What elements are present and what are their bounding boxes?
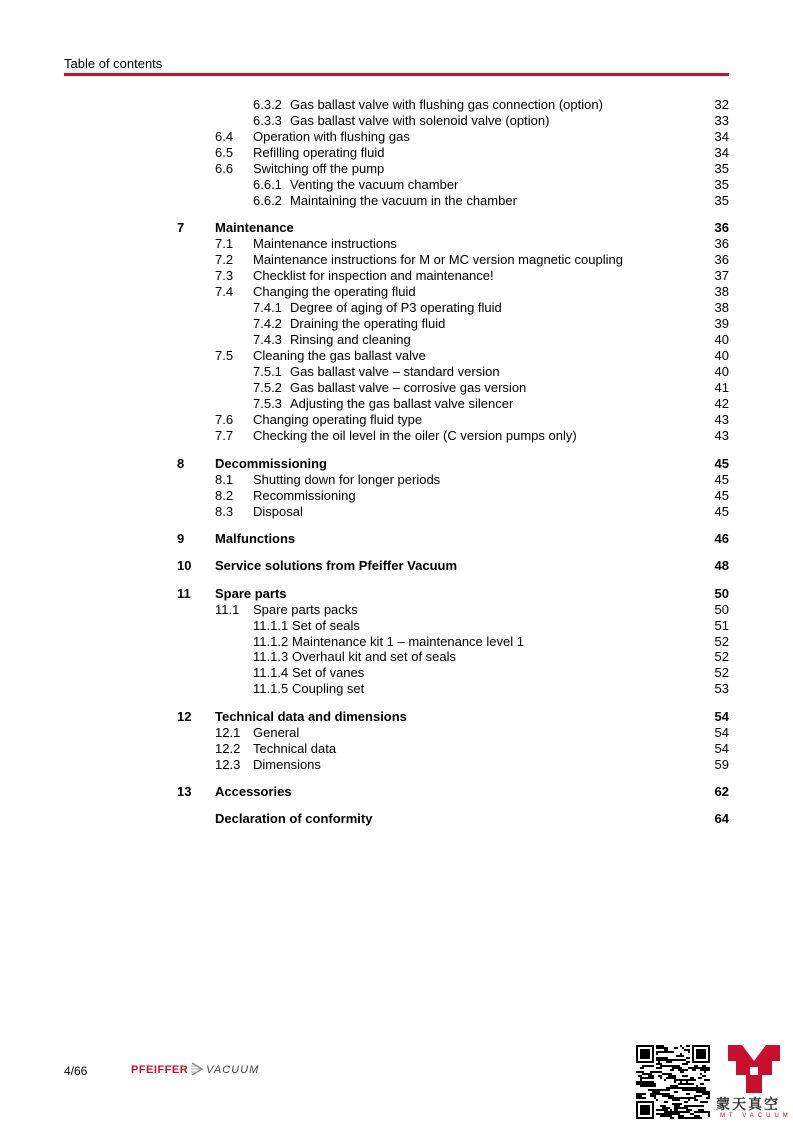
toc-page: 45 [714,488,729,503]
toc-page: 45 [714,504,729,519]
toc-page: 43 [714,428,729,443]
toc-page: 62 [714,784,729,799]
toc-number: 12.2 [215,741,241,756]
toc-page: 40 [714,332,729,347]
toc-entry [0,784,793,800]
toc-title: Gas ballast valve with flushing gas connection (option) [290,97,603,112]
toc-page: 38 [714,284,729,299]
toc-title: Operation with flushing gas [253,129,410,144]
pfeiffer-logo [131,1060,259,1080]
toc-page: 35 [714,193,729,208]
toc-title: Set of vanes [292,665,365,680]
toc-number: 7.1 [215,236,234,251]
toc-entry [0,364,793,380]
toc-page: 41 [714,380,729,395]
toc-entry [0,531,793,547]
page-header-title: Table of contents [64,56,163,71]
toc-title: Maintenance [215,220,294,235]
toc-number: 12 [177,709,192,724]
toc-page: 54 [714,741,729,756]
toc-page: 52 [714,665,729,680]
toc-entry [0,129,793,145]
toc-number: 7.2 [215,252,234,267]
toc-entry [0,472,793,488]
mt-chinese-name: 蒙天真空 [716,1096,780,1112]
toc-number: 7.5.3 [253,396,282,411]
toc-entry [0,380,793,396]
toc-title: Dimensions [253,757,321,772]
toc-entry [0,649,793,665]
toc-title: Accessories [215,784,292,799]
toc-number: 11.1 [215,602,240,617]
toc-number: 6.3.2 [253,97,282,112]
toc-number: 8.2 [215,488,234,503]
toc-page: 35 [714,161,729,176]
toc-entry [0,602,793,618]
toc-page: 39 [714,316,729,331]
toc-number: 12.1 [215,725,241,740]
toc-number: 8.1 [215,472,234,487]
toc-entry [0,348,793,364]
toc-number: 6.5 [215,145,234,160]
toc-number: 7 [177,220,185,235]
toc-entry [0,488,793,504]
toc-page: 54 [714,725,729,740]
toc-title: Gas ballast valve – corrosive gas version [290,380,527,395]
toc-number: 11.1.2 [253,634,289,649]
toc-page: 36 [714,236,729,251]
toc-entry [0,504,793,520]
toc-number: 6.6.1 [253,177,282,192]
toc-page: 59 [714,757,729,772]
toc-entry [0,725,793,741]
toc-page: 51 [714,618,729,633]
toc-title: Changing the operating fluid [253,284,416,299]
toc-title: Venting the vacuum chamber [290,177,459,192]
toc-page: 36 [714,220,729,235]
toc-number: 8.3 [215,504,234,519]
toc-entry [0,145,793,161]
toc-entry [0,236,793,252]
toc-entry [0,193,793,209]
toc-title: Draining the operating fluid [290,316,446,331]
toc-title: Adjusting the gas ballast valve silencer [290,396,514,411]
toc-number: 9 [177,531,185,546]
toc-title: Degree of aging of P3 operating fluid [290,300,502,315]
toc-entry [0,316,793,332]
toc-entry [0,332,793,348]
toc-page: 45 [714,472,729,487]
toc-entry [0,396,793,412]
toc-entry [0,681,793,697]
toc-number: 7.5.1 [253,364,282,379]
toc-title: Checking the oil level in the oiler (C version pumps only) [253,428,577,443]
toc-title: Maintenance instructions [253,236,397,251]
toc-page: 42 [714,396,729,411]
toc-title: Set of seals [292,618,360,633]
toc-page: 34 [714,145,729,160]
toc-number: 7.4.2 [253,316,282,331]
toc-title: Spare parts packs [253,602,358,617]
toc-page: 34 [714,129,729,144]
toc-title: Changing operating fluid type [253,412,423,427]
logo-brand: PFEIFFER [131,1064,189,1076]
logo-mark-icon [190,1062,204,1076]
toc-number: 7.5.2 [253,380,282,395]
toc-entry [0,113,793,129]
toc-number: 7.6 [215,412,234,427]
toc-page: 53 [714,681,729,696]
header-rule [64,73,729,76]
toc-title: Disposal [253,504,303,519]
toc-page: 38 [714,300,729,315]
toc-page: 50 [714,602,729,617]
toc-entry [0,709,793,725]
toc-title: Coupling set [292,681,365,696]
toc-entry [0,811,793,827]
toc-entry [0,220,793,236]
toc-title: General [253,725,300,740]
toc-page: 45 [714,456,729,471]
toc-title: Technical data [253,741,337,756]
toc-title: Spare parts [215,586,287,601]
toc-entry [0,268,793,284]
toc-entry [0,665,793,681]
toc-entry [0,252,793,268]
toc-entry [0,586,793,602]
toc-title: Maintenance kit 1 – maintenance level 1 [292,634,524,649]
toc-title: Technical data and dimensions [215,709,407,724]
toc-title: Shutting down for longer periods [253,472,441,487]
toc-title: Checklist for inspection and maintenance! [253,268,494,283]
toc-page: 48 [714,558,729,573]
toc-title: Refilling operating fluid [253,145,385,160]
toc-entry [0,741,793,757]
toc-entry [0,634,793,650]
toc-number: 11.1.5 [253,681,289,696]
toc-entry [0,456,793,472]
toc-entry [0,558,793,574]
toc-number: 12.3 [215,757,241,772]
toc-number: 6.6.2 [253,193,282,208]
logo-suffix: VACUUM [206,1064,260,1076]
toc-title: Maintaining the vacuum in the chamber [290,193,517,208]
toc-title: Rinsing and cleaning [290,332,411,347]
toc-page: 36 [714,252,729,267]
toc-title: Overhaul kit and set of seals [292,649,457,664]
toc-number: 7.7 [215,428,234,443]
toc-page: 33 [714,113,729,128]
mt-english-name: MT VACUUM [720,1113,792,1119]
toc-page: 52 [714,649,729,664]
toc-title: Recommissioning [253,488,356,503]
toc-title: Maintenance instructions for M or MC version magnetic coupling [253,252,623,267]
toc-number: 8 [177,456,185,471]
toc-entry [0,177,793,193]
mt-vacuum-logo-icon [728,1045,780,1093]
toc-page: 40 [714,364,729,379]
toc-number: 7.3 [215,268,234,283]
toc-number: 11.1.4 [253,665,289,680]
toc-page: 64 [714,811,729,826]
toc-number: 6.3.3 [253,113,282,128]
toc-entry [0,618,793,634]
toc-title: Malfunctions [215,531,296,546]
toc-number: 10 [177,558,192,573]
toc-number: 7.4.3 [253,332,282,347]
toc-number: 11 [177,586,191,601]
toc-title: Decommissioning [215,456,327,471]
toc-entry [0,284,793,300]
toc-page: 43 [714,412,729,427]
toc-page: 37 [714,268,729,283]
toc-number: 7.4 [215,284,234,299]
toc-page: 46 [714,531,729,546]
toc-number: 7.5 [215,348,234,363]
toc-page: 50 [714,586,729,601]
toc-title: Declaration of conformity [215,811,373,826]
toc-number: 13 [177,784,192,799]
toc-title: Service solutions from Pfeiffer Vacuum [215,558,458,573]
toc-entry [0,757,793,773]
toc-number: 11.1.3 [253,649,289,664]
qr-code-icon [636,1045,710,1119]
toc-page: 40 [714,348,729,363]
toc-number: 7.4.1 [253,300,282,315]
toc-page: 32 [714,97,729,112]
page-number: 4/66 [64,1064,88,1078]
toc-page: 52 [714,634,729,649]
toc-number: 6.6 [215,161,234,176]
toc-title: Gas ballast valve with solenoid valve (option) [290,113,550,128]
toc-entry [0,97,793,113]
toc-entry [0,161,793,177]
toc-page: 35 [714,177,729,192]
toc-title: Cleaning the gas ballast valve [253,348,426,363]
toc-title: Gas ballast valve – standard version [290,364,500,379]
toc-number: 11.1.1 [253,618,289,633]
toc-number: 6.4 [215,129,234,144]
toc-entry [0,412,793,428]
toc-entry [0,300,793,316]
toc-page: 54 [714,709,729,724]
toc-entry [0,428,793,444]
toc-title: Switching off the pump [253,161,385,176]
